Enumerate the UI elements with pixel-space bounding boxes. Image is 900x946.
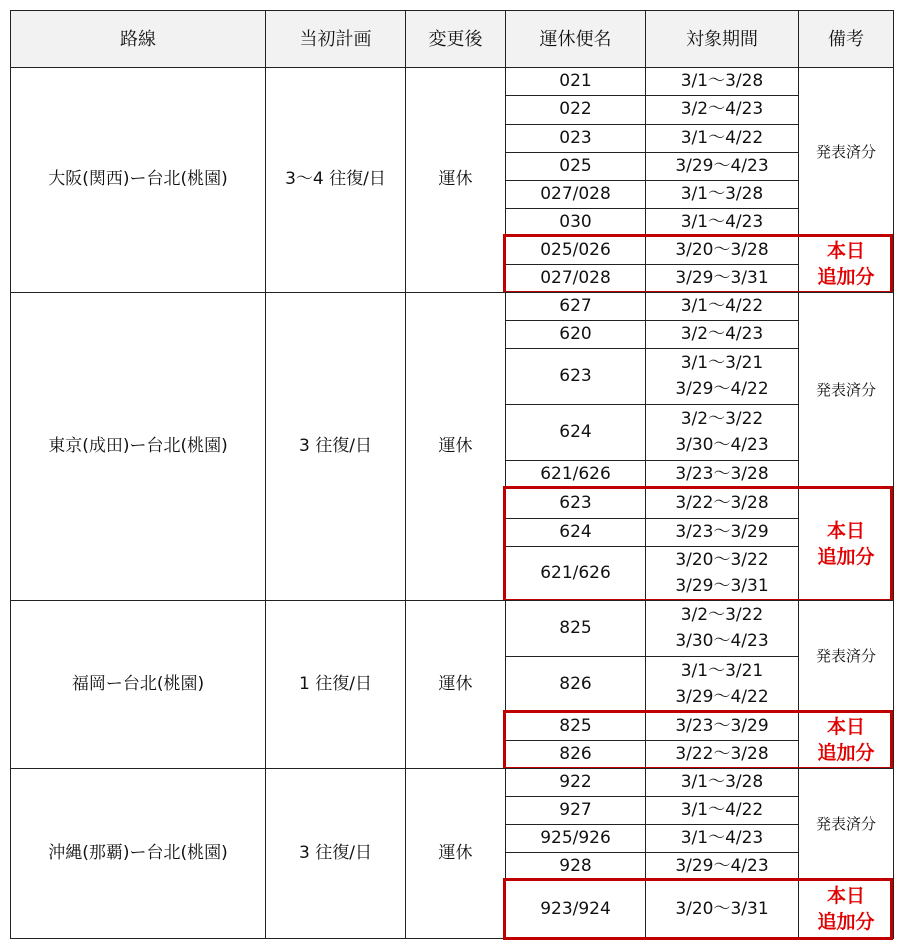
remark-announced xyxy=(798,292,894,489)
route-cell xyxy=(10,768,266,939)
period-cell xyxy=(645,348,799,405)
period-range: 3/29〜4/22 xyxy=(675,378,769,399)
header-label: 変更後 xyxy=(428,28,483,50)
flight-number-cell xyxy=(505,488,646,519)
period-range: 3/23〜3/29 xyxy=(675,521,769,542)
flight-number-cell xyxy=(505,320,646,349)
flight-number-cell xyxy=(505,656,646,713)
flight-number-cell xyxy=(505,600,646,657)
flight-number-cell xyxy=(505,740,646,769)
after-change-status: 運休 xyxy=(438,169,473,190)
period-cell xyxy=(645,264,799,293)
period-range: 3/29〜3/31 xyxy=(675,575,769,596)
flight-number: 627 xyxy=(559,295,592,316)
period-range: 3/2〜4/23 xyxy=(680,323,764,344)
header-remarks xyxy=(798,10,894,68)
header-route xyxy=(10,10,266,68)
remark-added-label: 追加分 xyxy=(817,545,875,568)
period-range: 3/1〜3/28 xyxy=(680,70,764,91)
route-cell xyxy=(10,67,266,293)
period-cell xyxy=(645,208,799,237)
original-plan: 3 往復/日 xyxy=(299,435,372,456)
flight-number-cell xyxy=(505,67,646,96)
period-range: 3/22〜3/28 xyxy=(675,492,769,513)
flight-number: 022 xyxy=(559,99,592,120)
period-cell xyxy=(645,518,799,547)
flight-number: 623 xyxy=(559,492,592,513)
period-range: 3/22〜3/28 xyxy=(675,743,769,764)
flight-number-cell xyxy=(505,124,646,153)
flight-number: 928 xyxy=(559,855,592,876)
remark-added-today xyxy=(798,488,894,601)
period-cell xyxy=(645,95,799,125)
period-cell xyxy=(645,488,799,519)
original-plan: 1 往復/日 xyxy=(299,673,372,694)
flight-number: 623 xyxy=(559,365,592,386)
period-range: 3/30〜4/23 xyxy=(675,434,769,455)
remark-added-label: 追加分 xyxy=(817,910,875,933)
flight-number-cell xyxy=(505,264,646,293)
flight-number: 624 xyxy=(559,421,592,442)
route-name: 東京(成田)ー台北(桃園) xyxy=(48,435,228,456)
period-range: 3/30〜4/23 xyxy=(675,630,769,651)
period-cell xyxy=(645,320,799,349)
flight-number-cell xyxy=(505,546,646,601)
period-cell xyxy=(645,546,799,601)
flight-number-cell xyxy=(505,292,646,321)
flight-number: 922 xyxy=(559,771,592,792)
period-range: 3/1〜4/23 xyxy=(680,211,764,232)
original-plan-cell xyxy=(265,768,406,939)
period-range: 3/29〜4/23 xyxy=(675,155,769,176)
period-range: 3/1〜3/21 xyxy=(680,661,764,681)
remark-added-label: 本日 xyxy=(826,715,865,738)
original-plan-cell xyxy=(265,600,406,769)
flight-number: 620 xyxy=(559,323,592,344)
period-cell xyxy=(645,852,799,881)
period-range: 3/20〜3/22 xyxy=(675,550,769,570)
period-range: 3/2〜3/22 xyxy=(680,605,764,625)
remark-added-today xyxy=(798,880,894,939)
header-label: 当初計画 xyxy=(299,28,372,50)
flight-number: 023 xyxy=(559,127,592,148)
period-range: 3/20〜3/31 xyxy=(675,898,769,919)
remark-announced-label: 発表済分 xyxy=(815,142,876,161)
header-label: 対象期間 xyxy=(686,28,758,50)
header-suspended-flights xyxy=(505,10,646,68)
flight-number-cell xyxy=(505,152,646,181)
flight-number: 027/028 xyxy=(540,183,611,204)
header-after-change xyxy=(405,10,506,68)
period-range: 3/2〜4/23 xyxy=(680,99,764,120)
route-cell xyxy=(10,600,266,769)
period-cell xyxy=(645,796,799,825)
original-plan-cell xyxy=(265,67,406,293)
flight-number-cell xyxy=(505,824,646,853)
remark-announced xyxy=(798,768,894,881)
after-change-cell xyxy=(405,292,506,601)
header-label: 備考 xyxy=(828,28,864,50)
flight-number: 624 xyxy=(559,521,592,542)
remark-announced-label: 発表済分 xyxy=(815,815,876,834)
period-cell xyxy=(645,824,799,853)
remark-added-today xyxy=(798,236,894,293)
remark-added-label: 本日 xyxy=(826,884,865,907)
remark-added-label: 本日 xyxy=(826,239,865,262)
original-plan: 3〜4 往復/日 xyxy=(285,169,386,190)
flight-number: 923/924 xyxy=(540,898,611,919)
flight-number-cell xyxy=(505,518,646,547)
period-cell xyxy=(645,740,799,769)
period-range: 3/29〜4/23 xyxy=(675,855,769,876)
original-plan-cell xyxy=(265,292,406,601)
flight-number-cell xyxy=(505,768,646,797)
route-cell xyxy=(10,292,266,601)
flight-number-cell xyxy=(505,852,646,881)
flight-number: 025 xyxy=(559,155,592,176)
period-cell xyxy=(645,880,799,939)
flight-number-cell xyxy=(505,180,646,209)
after-change-cell xyxy=(405,67,506,293)
flight-number-cell xyxy=(505,208,646,237)
remark-announced-label: 発表済分 xyxy=(815,381,876,400)
remark-announced xyxy=(798,67,894,237)
remark-added-label: 本日 xyxy=(826,519,865,542)
period-cell xyxy=(645,67,799,96)
period-range: 3/1〜4/22 xyxy=(680,799,764,820)
header-original-plan xyxy=(265,10,406,68)
flight-number: 826 xyxy=(559,673,592,694)
remark-added-label: 追加分 xyxy=(817,741,875,764)
remark-announced-label: 発表済分 xyxy=(815,647,876,666)
remark-added-label: 追加分 xyxy=(817,265,875,288)
flight-number: 025/026 xyxy=(540,239,611,260)
period-cell xyxy=(645,236,799,265)
period-range: 3/29〜4/22 xyxy=(675,686,769,707)
route-name: 福岡ー台北(桃園) xyxy=(71,673,205,694)
flight-number-cell xyxy=(505,95,646,125)
flight-number: 030 xyxy=(559,211,592,232)
period-range: 3/23〜3/29 xyxy=(675,715,769,736)
period-cell xyxy=(645,712,799,741)
header-label: 運休便名 xyxy=(539,28,612,50)
after-change-status: 運休 xyxy=(438,673,473,694)
flight-number: 825 xyxy=(559,617,592,638)
period-range: 3/1〜4/23 xyxy=(680,827,764,848)
period-range: 3/1〜3/28 xyxy=(680,771,764,792)
flight-number-cell xyxy=(505,880,646,939)
flight-number: 825 xyxy=(559,715,592,736)
route-name: 沖縄(那覇)ー台北(桃園) xyxy=(48,842,228,863)
after-change-status: 運休 xyxy=(438,842,473,863)
period-cell xyxy=(645,460,799,489)
original-plan: 3 往復/日 xyxy=(299,842,372,863)
flight-number-cell xyxy=(505,712,646,741)
period-cell xyxy=(645,124,799,153)
period-cell xyxy=(645,404,799,461)
period-range: 3/1〜4/22 xyxy=(680,127,764,148)
flight-number: 027/028 xyxy=(540,267,611,288)
flight-number-cell xyxy=(505,404,646,461)
period-cell xyxy=(645,180,799,209)
route-name: 大阪(関西)ー台北(桃園) xyxy=(48,169,228,190)
period-range: 3/1〜4/22 xyxy=(680,295,764,316)
period-range: 3/20〜3/28 xyxy=(675,239,769,260)
period-range: 3/1〜3/28 xyxy=(680,183,764,204)
period-cell xyxy=(645,656,799,713)
period-range: 3/1〜3/21 xyxy=(680,353,764,373)
period-cell xyxy=(645,292,799,321)
flight-number: 621/626 xyxy=(540,562,611,583)
after-change-cell xyxy=(405,768,506,939)
after-change-cell xyxy=(405,600,506,769)
flight-number-cell xyxy=(505,348,646,405)
period-range: 3/29〜3/31 xyxy=(675,267,769,288)
remark-announced xyxy=(798,600,894,713)
flight-number: 925/926 xyxy=(540,827,611,848)
flight-number-cell xyxy=(505,460,646,489)
header-period xyxy=(645,10,799,68)
period-cell xyxy=(645,600,799,657)
flight-number: 826 xyxy=(559,743,592,764)
period-cell xyxy=(645,152,799,181)
flight-number: 621/626 xyxy=(540,463,611,484)
flight-number: 927 xyxy=(559,799,592,820)
period-range: 3/23〜3/28 xyxy=(675,463,769,484)
flight-number-cell xyxy=(505,796,646,825)
period-range: 3/2〜3/22 xyxy=(680,409,764,429)
flight-number: 021 xyxy=(559,70,592,91)
after-change-status: 運休 xyxy=(438,435,473,456)
period-cell xyxy=(645,768,799,797)
header-label: 路線 xyxy=(120,28,156,50)
remark-added-today xyxy=(798,712,894,769)
flight-number-cell xyxy=(505,236,646,265)
